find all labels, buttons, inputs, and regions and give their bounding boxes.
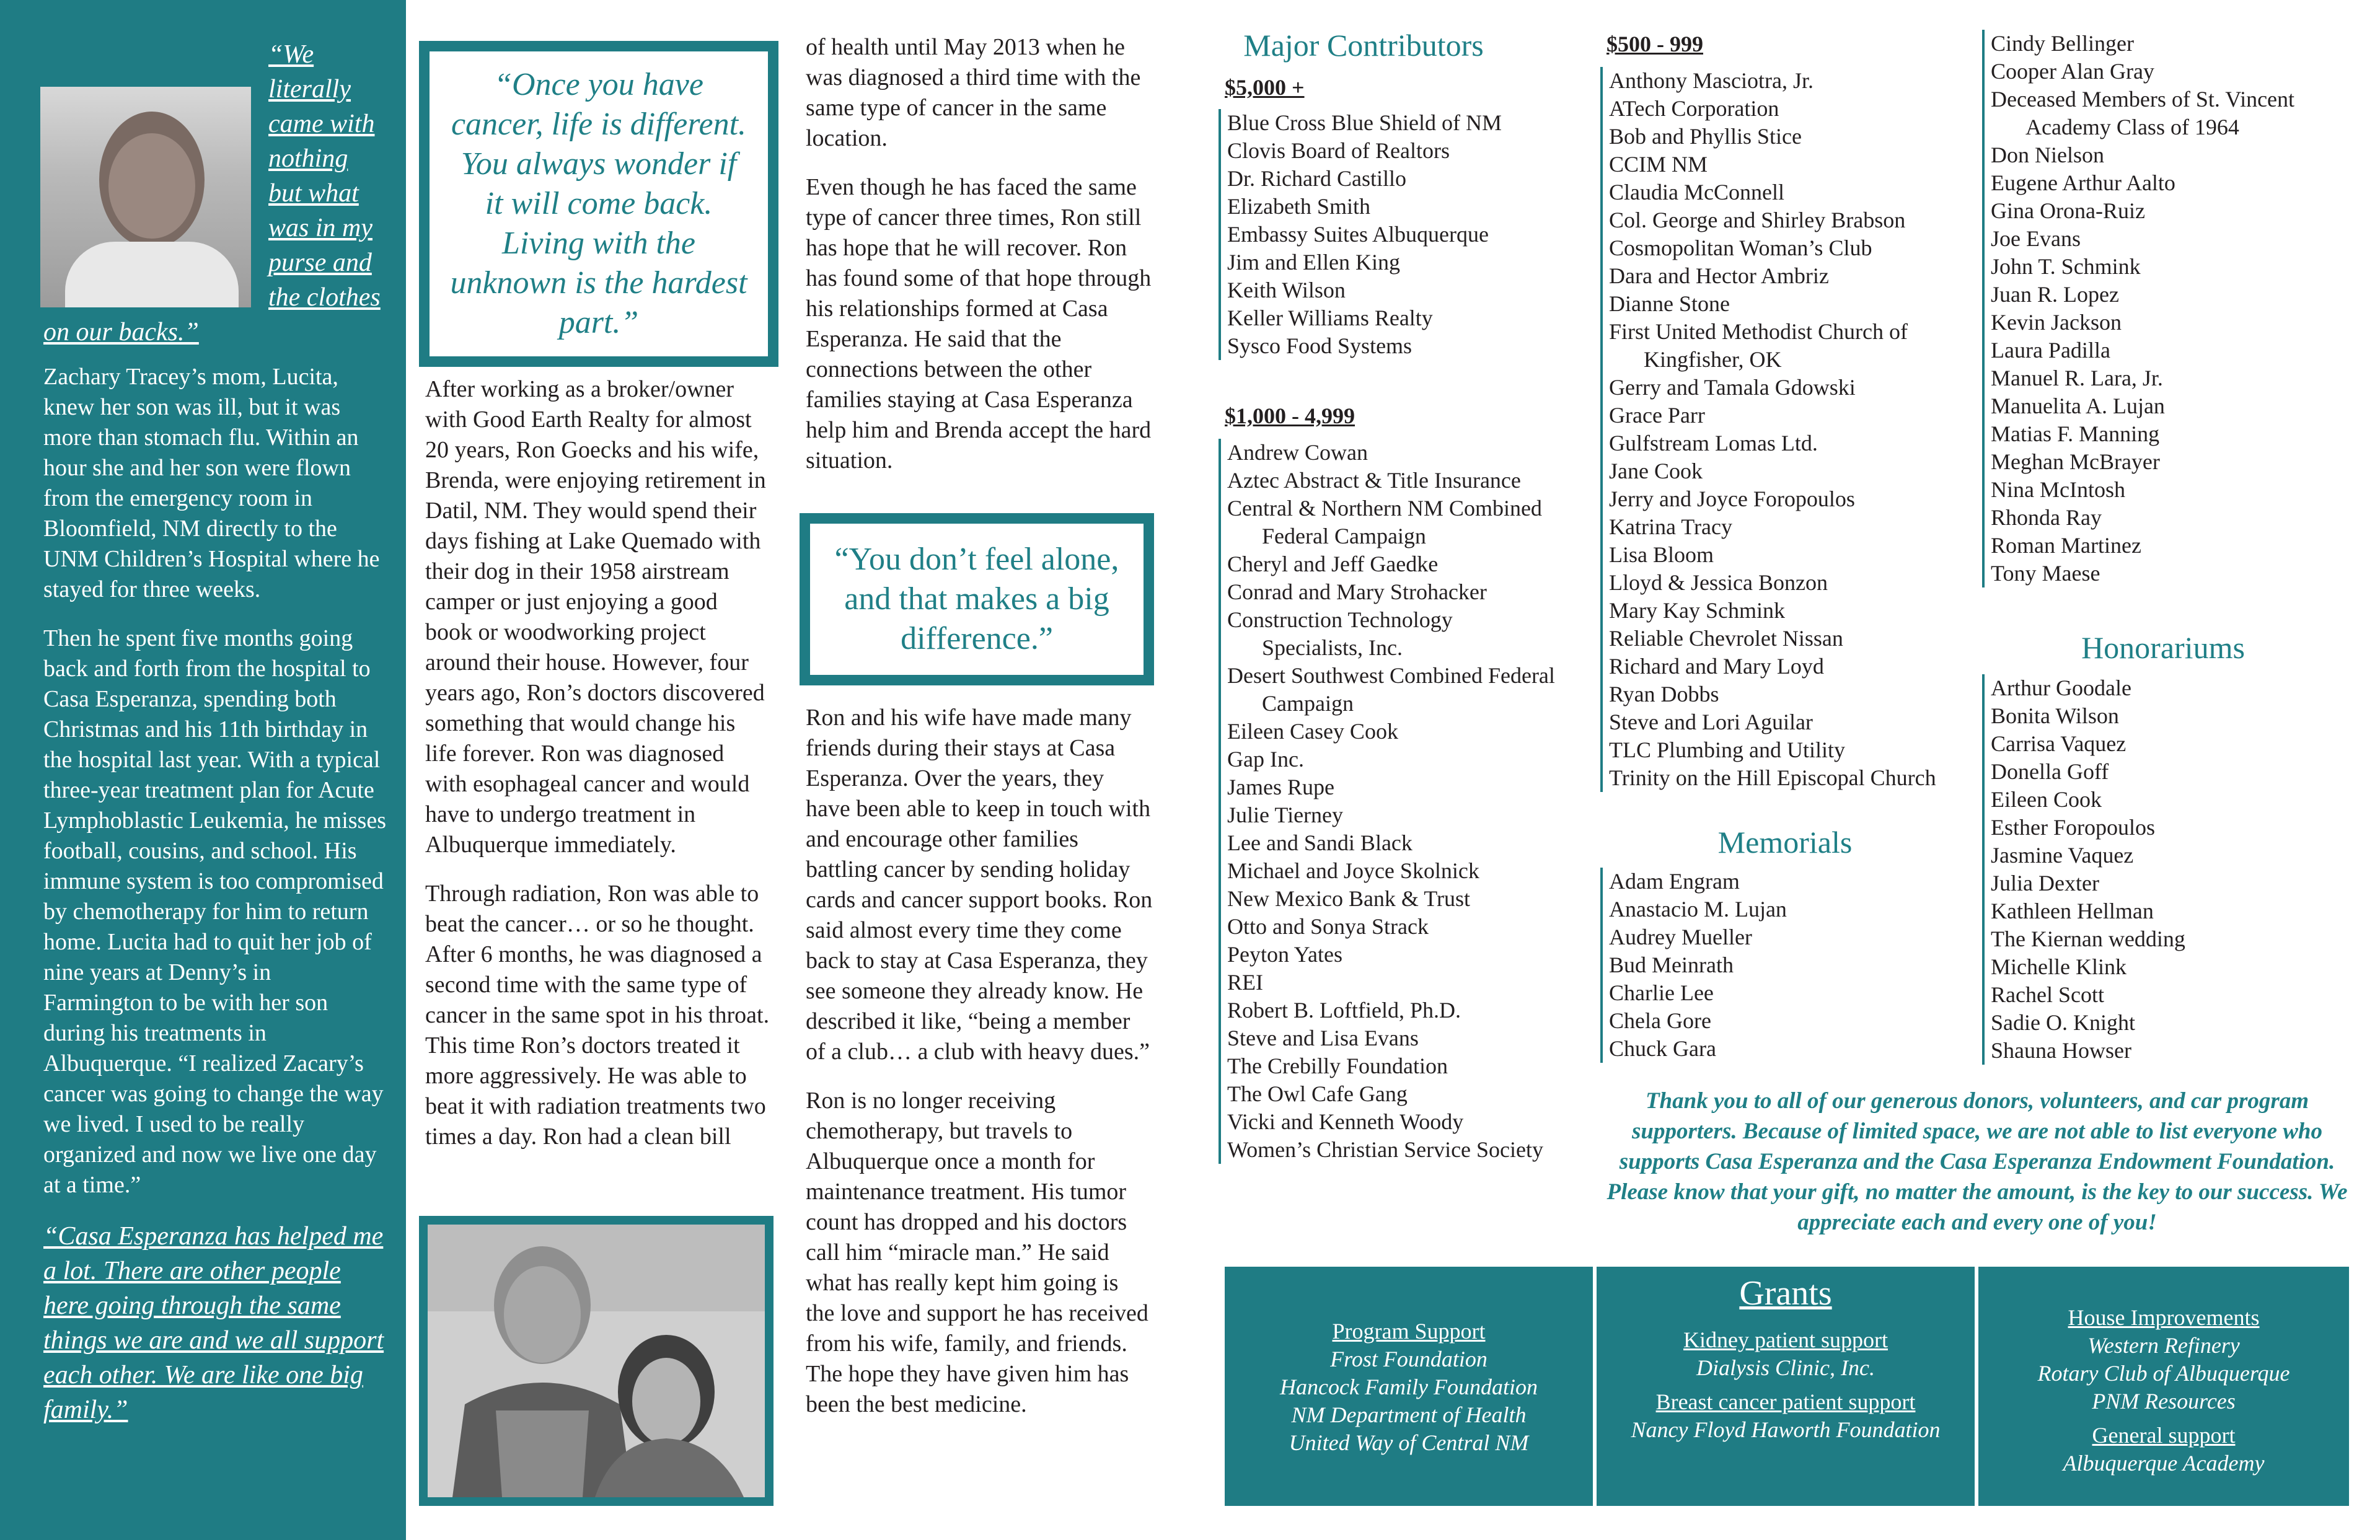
contributor-name: Grace Parr xyxy=(1609,403,1705,428)
zachary-intro-paragraph: Zachary Tracey’s mom, Lucita, knew her son was ill, but it was more than stomach flu. Within an hour she and her son were flown from the emergency room in Bloomfield, NM directly to the UNM Children’s Hospital where he stayed for three weeks. xyxy=(43,364,380,602)
contributor-name: Claudia McConnell xyxy=(1609,180,1784,205)
memorial-name: Bud Meinrath xyxy=(1609,953,1734,977)
contributor-name: Roman Martinez xyxy=(1991,533,2141,558)
memorial-name: Charlie Lee xyxy=(1609,980,1714,1005)
contributor-name: Steve and Lisa Evans xyxy=(1227,1026,1419,1050)
house-improvements-heading: House Improvements xyxy=(2068,1305,2260,1330)
honorarium-name: Michelle Klink xyxy=(1991,954,2127,979)
grant-funder: Dialysis Clinic, Inc. xyxy=(1696,1355,1875,1380)
contributor-name: Elizabeth Smith xyxy=(1227,194,1370,219)
contributor-name: James Rupe xyxy=(1227,775,1334,799)
major-contributors-title: Major Contributors xyxy=(1243,28,1484,63)
tier-500-999-list-continued xyxy=(1982,30,2294,587)
grant-funder: Western Refinery xyxy=(2087,1333,2240,1358)
contributor-name: Anthony Masciotra, Jr. xyxy=(1609,68,1814,93)
contributor-name: Clovis Board of Realtors xyxy=(1227,138,1450,163)
ron-story-column-2-bottom xyxy=(806,703,1153,1438)
zachary-treatment-paragraph: Then he spent five months going back and forth from the hospital to Casa Esperanza, spending both Christmas and his 11th birthday in the hospital last year. With a typical three-year treatment plan for Acute Lymphoblastic Leukemia, he misses football, cousins, and school. His immune system is too compromised by chemotherapy for him to return home. Lucita had to quit her job of nine years at Denny’s in Farmington to be with her son during his treatments in Albuquerque. “I realized Zacary’s cancer was going to change the way we lived. I used to be really organized and now we live one day at a time.” xyxy=(43,625,387,1198)
ron-and-brenda-photo xyxy=(419,1216,774,1506)
contributor-name: Mary Kay Schmink xyxy=(1609,598,1785,623)
program-support-list xyxy=(1225,1345,1593,1457)
contributor-name: Meghan McBrayer xyxy=(1991,449,2160,474)
grants-patient-support-cell xyxy=(1597,1267,1975,1506)
grants-title: Grants xyxy=(1739,1274,1832,1313)
contributor-name: Matias F. Manning xyxy=(1991,421,2160,446)
ron-third-diagnosis-paragraph: of health until May 2013 when he was diagnosed a third time with the same type of cancer in the same location. xyxy=(806,34,1141,151)
honorarium-name: Bonita Wilson xyxy=(1991,703,2119,728)
honorarium-name: Jasmine Vaquez xyxy=(1991,843,2134,868)
ron-maintenance-paragraph: Ron is no longer receiving chemotherapy, but travels to Albuquerque once a month for maintenance treatment. His tumor count has dropped and his doctors call him “miracle man.” He said what has really kept him going is the love and support he has received from his wife, family, and friends. The hope they have given him has been the best medicine. xyxy=(806,1088,1148,1417)
contributor-name: Andrew Cowan xyxy=(1227,440,1368,465)
contributor-name: Dr. Richard Castillo xyxy=(1227,166,1406,191)
tier-5000-plus-heading: $5,000 + xyxy=(1225,75,1305,100)
contributor-name: Academy Class of 1964 xyxy=(2025,115,2239,139)
contributor-name: Cindy Bellinger xyxy=(1991,31,2134,56)
memorials-list xyxy=(1600,868,1787,1063)
contributor-name: Joe Evans xyxy=(1991,226,2081,251)
house-improvements-list xyxy=(1978,1332,2349,1415)
honorarium-name: Julia Dexter xyxy=(1991,871,2099,895)
grant-funder: United Way of Central NM xyxy=(1289,1430,1529,1455)
contributor-name: Conrad and Mary Strohacker xyxy=(1227,579,1487,604)
contributor-name: Women’s Christian Service Society xyxy=(1227,1137,1544,1162)
tier-1000-4999-heading: $1,000 - 4,999 xyxy=(1225,403,1355,428)
grant-funder: Albuquerque Academy xyxy=(2063,1451,2265,1476)
contributor-name: Blue Cross Blue Shield of NM xyxy=(1227,110,1502,135)
honorarium-name: Kathleen Hellman xyxy=(1991,899,2154,923)
contributor-name: Laura Padilla xyxy=(1991,338,2110,363)
contributor-name: Katrina Tracy xyxy=(1609,514,1732,539)
contributor-name: The Crebilly Foundation xyxy=(1227,1054,1448,1078)
honorarium-name: Donella Goff xyxy=(1991,759,2109,784)
ron-story-column-1 xyxy=(425,374,770,1171)
contributor-name: Steve and Lori Aguilar xyxy=(1609,710,1813,734)
honorariums-title: Honorariums xyxy=(2081,630,2245,665)
kidney-support-list xyxy=(1597,1354,1975,1382)
tier-500-999-list xyxy=(1600,67,1936,792)
memorial-name: Audrey Mueller xyxy=(1609,925,1752,949)
zachary-photo xyxy=(40,87,251,307)
contributor-name: Embassy Suites Albuquerque xyxy=(1227,222,1489,247)
contributor-name: Manuel R. Lara, Jr. xyxy=(1991,366,2163,390)
contributor-name: Specialists, Inc. xyxy=(1262,635,1403,660)
ron-story-column-2-top xyxy=(806,32,1153,495)
contributor-name: Central & Northern NM Combined xyxy=(1227,496,1542,521)
honorarium-name: Carrisa Vaquez xyxy=(1991,731,2127,756)
contributor-name: Campaign xyxy=(1262,691,1354,716)
contributor-name: Manuelita A. Lujan xyxy=(1991,394,2165,418)
contributor-name: CCIM NM xyxy=(1609,152,1708,177)
zachary-opening-quote: “We literally came with nothing but what was in my purse and the clothes on our backs.” xyxy=(43,37,386,350)
contributor-name: Richard and Mary Loyd xyxy=(1609,654,1824,679)
contributor-name: Julie Tierney xyxy=(1227,803,1344,827)
grant-funder: Nancy Floyd Haworth Foundation xyxy=(1631,1417,1941,1442)
contributor-name: Dara and Hector Ambriz xyxy=(1609,263,1829,288)
ron-friends-paragraph: Ron and his wife have made many friends during their stays at Casa Esperanza. Over the years, they have been able to keep in touch with and encourage other families battling cancer by sending holiday cards and cancer support books. Ron said almost every time they come back to stay at Casa Esperanza, they see someone they already know. He described it like, “being a member of a club… a club with heavy dues.” xyxy=(806,705,1153,1065)
honorariums-list xyxy=(1982,674,2185,1065)
honorarium-name: Shauna Howser xyxy=(1991,1038,2131,1063)
grant-funder: Frost Foundation xyxy=(1330,1347,1488,1371)
contributor-name: Jerry and Joyce Foropoulos xyxy=(1609,486,1855,511)
contributor-name: Gerry and Tamala Gdowski xyxy=(1609,375,1856,400)
ron-background-paragraph: After working as a broker/owner with Good Earth Realty for almost 20 years, Ron Goecks and his wife, Brenda, were enjoying retirement in Datil, NM. They would spend their days fishing at Lake Quemado with their dog in their 1958 airstream camper or just enjoying a good book or woodworking project around their house. However, four years ago, Ron’s doctors discovered something that would change his life forever. Ron was diagnosed with esophageal cancer and would have to undergo treatment in Albuquerque immediately. xyxy=(425,376,766,858)
thank-you-message: Thank you to all of our generous donors, volunteers, and car program supporters. Because of limited space, we are not able to list everyone who supports Casa Esperanza and the Casa Esperanza Endowment Foundation. Please know that your gift, no matter the amount, is the key to our success. We appreciate each and every one of you! xyxy=(1606,1088,2348,1235)
breast-cancer-support-heading: Breast cancer patient support xyxy=(1655,1389,1916,1414)
general-support-heading: General support xyxy=(2092,1423,2236,1448)
contributor-name: Dianne Stone xyxy=(1609,291,1730,316)
contributor-name: Gulfstream Lomas Ltd. xyxy=(1609,431,1818,455)
contributor-name: ATech Corporation xyxy=(1609,96,1779,121)
memorial-name: Adam Engram xyxy=(1609,869,1740,894)
zachary-closing-quote: “Casa Esperanza has helped me a lot. There are other people here going through the same things we are and we all support each other. We are like one big family.” xyxy=(43,1222,384,1424)
ron-cancer-quote-box xyxy=(419,41,778,367)
contributor-name: Nina McIntosh xyxy=(1991,477,2125,502)
contributor-name: Lee and Sandi Black xyxy=(1227,830,1413,855)
contributor-name: Eileen Casey Cook xyxy=(1227,719,1398,744)
contributor-name: Cheryl and Jeff Gaedke xyxy=(1227,552,1439,576)
contributor-name: Rhonda Ray xyxy=(1991,505,2102,530)
honorarium-name: Arthur Goodale xyxy=(1991,675,2131,700)
ron-radiation-paragraph: Through radiation, Ron was able to beat the cancer… or so he thought. After 6 months, he was diagnosed a second time with the same type of cancer in the same spot in his throat. This time Ron’s doctors treated it more aggressively. He was able to beat it with radiation treatments two times a day. Ron had a clean bill xyxy=(425,881,770,1150)
contributor-name: Juan R. Lopez xyxy=(1991,282,2119,307)
contributor-name: REI xyxy=(1227,970,1263,995)
kidney-support-heading: Kidney patient support xyxy=(1683,1327,1888,1352)
grant-funder: Rotary Club of Albuquerque xyxy=(2037,1361,2290,1386)
honorarium-name: Eileen Cook xyxy=(1991,787,2102,812)
contributor-name: Kingfisher, OK xyxy=(1644,347,1782,372)
contributor-name: Keith Wilson xyxy=(1227,278,1346,302)
memorial-name: Anastacio M. Lujan xyxy=(1609,897,1787,922)
contributor-name: Federal Campaign xyxy=(1262,524,1426,548)
contributor-name: Eugene Arthur Aalto xyxy=(1991,170,2175,195)
contributor-name: Otto and Sonya Strack xyxy=(1227,914,1429,939)
contributor-name: Col. George and Shirley Brabson xyxy=(1609,208,1906,232)
contributor-name: Sysco Food Systems xyxy=(1227,333,1413,358)
contributor-name: Reliable Chevrolet Nissan xyxy=(1609,626,1843,651)
contributor-name: Robert B. Loftfield, Ph.D. xyxy=(1227,998,1461,1023)
program-support-heading: Program Support xyxy=(1332,1319,1486,1344)
ron-hope-paragraph: Even though he has faced the same type of cancer three times, Ron still has hope that he will recover. Ron has found some of that hope through his relationships formed at Casa Esperanza. He said that the connections between the other families staying at Casa Esperanza help him and Brenda accept the hard situation. xyxy=(806,174,1152,473)
tier-1000-4999-list xyxy=(1219,439,1555,1164)
contributor-name: Cosmopolitan Woman’s Club xyxy=(1609,235,1872,260)
contributor-name: Ryan Dobbs xyxy=(1609,682,1719,706)
contributor-name: Michael and Joyce Skolnick xyxy=(1227,858,1479,883)
contributor-name: Jim and Ellen King xyxy=(1227,250,1400,275)
contributor-name: The Owl Cafe Gang xyxy=(1227,1081,1408,1106)
contributor-name: Kevin Jackson xyxy=(1991,310,2122,335)
contributor-name: Don Nielson xyxy=(1991,143,2104,167)
contributor-name: Keller Williams Realty xyxy=(1227,306,1433,330)
contributor-name: Gap Inc. xyxy=(1227,747,1304,772)
honorarium-name: Sadie O. Knight xyxy=(1991,1010,2135,1035)
zachary-story-sidebar xyxy=(0,0,406,1540)
contributor-name: Deceased Members of St. Vincent xyxy=(1991,87,2295,112)
contributor-name: Bob and Phyllis Stice xyxy=(1609,124,1802,149)
contributor-name: Trinity on the Hill Episcopal Church xyxy=(1609,765,1936,790)
honorarium-name: Esther Foropoulos xyxy=(1991,815,2155,840)
not-alone-quote-box xyxy=(800,513,1154,685)
grants-program-support-cell xyxy=(1225,1267,1593,1506)
couple-photo-image xyxy=(428,1225,765,1497)
contributor-name: Desert Southwest Combined Federal xyxy=(1227,663,1555,688)
breast-cancer-support-list xyxy=(1597,1416,1975,1444)
contributor-name: First United Methodist Church of xyxy=(1609,319,1908,344)
contributor-name: TLC Plumbing and Utility xyxy=(1609,737,1846,762)
contributor-name: Lisa Bloom xyxy=(1609,542,1714,567)
contributor-name: Lloyd & Jessica Bonzon xyxy=(1609,570,1828,595)
contributor-name: Gina Orona-Ruiz xyxy=(1991,198,2145,223)
memorial-name: Chela Gore xyxy=(1609,1008,1711,1033)
contributor-name: New Mexico Bank & Trust xyxy=(1227,886,1471,911)
contributor-name: John T. Schmink xyxy=(1991,254,2141,279)
honorarium-name: The Kiernan wedding xyxy=(1991,926,2185,951)
grant-funder: PNM Resources xyxy=(2092,1389,2236,1414)
tier-5000-plus-list xyxy=(1219,109,1502,360)
contributor-name: Peyton Yates xyxy=(1227,942,1343,967)
contributor-name: Tony Maese xyxy=(1991,561,2100,586)
honorarium-name: Rachel Scott xyxy=(1991,982,2104,1007)
ron-cancer-quote: “Once you have cancer, life is different. You always wonder if it will come back. Living with the unknown is the hardest part.” xyxy=(450,67,747,340)
grants-house-general-cell xyxy=(1978,1267,2349,1506)
grant-funder: NM Department of Health xyxy=(1291,1402,1527,1427)
contributor-name: Jane Cook xyxy=(1609,459,1703,483)
grant-funder: Hancock Family Foundation xyxy=(1280,1375,1538,1399)
general-support-list xyxy=(1978,1450,2349,1477)
memorial-name: Chuck Gara xyxy=(1609,1036,1716,1061)
memorials-title: Memorials xyxy=(1717,825,1853,860)
contributor-name: Vicki and Kenneth Woody xyxy=(1227,1109,1464,1134)
tier-500-999-heading: $500 - 999 xyxy=(1606,32,1703,56)
contributor-name: Cooper Alan Gray xyxy=(1991,59,2154,84)
not-alone-quote: “You don’t feel alone, and that makes a big difference.” xyxy=(834,542,1119,656)
contributor-name: Aztec Abstract & Title Insurance xyxy=(1227,468,1521,493)
contributor-name: Construction Technology xyxy=(1227,607,1453,632)
